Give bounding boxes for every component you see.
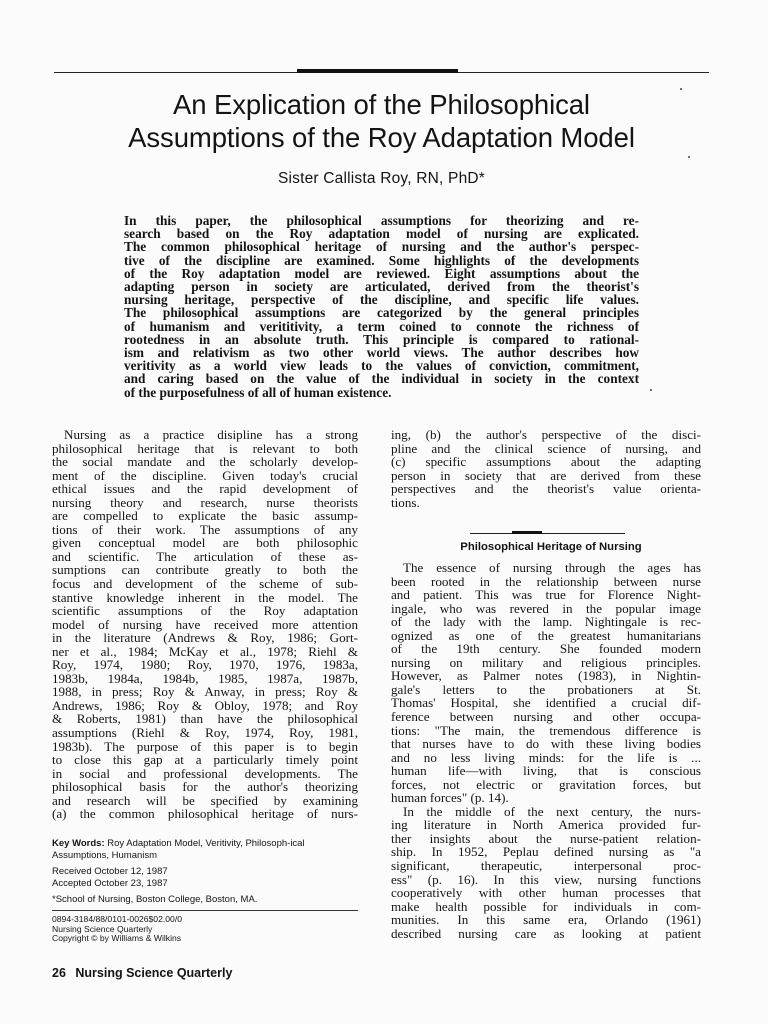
abstract-line: ism and relativism as two other world views. The author describes how: [124, 345, 639, 361]
abstract-line: The common philosophical heritage of nursing and the author's perspec-: [124, 239, 639, 255]
text-line: However, as Palmer notes (1983), in Nightin-: [391, 668, 701, 684]
text-line: of the 19th century. She founded modern: [391, 641, 701, 657]
text-line: Nursing as a practice disipline has a strong: [64, 427, 358, 442]
article-metadata: [52, 838, 358, 911]
affiliation: *School of Nursing, Boston College, Boston, MA.: [52, 894, 258, 905]
text-line: to close this gap at a particularly timely point: [52, 752, 358, 768]
page-footer: [52, 966, 238, 980]
metadata-rule: [52, 910, 358, 911]
text-line: that nurses have to do with these living bodies: [391, 736, 701, 752]
publication-code: 0894-3184/88/0101-0026$02.00/0: [52, 914, 182, 924]
abstract-line: adapting person in society are articulated, derived from the theorist's: [124, 279, 639, 295]
text-line: human life—with living, that is conscious: [391, 763, 701, 779]
section-rule: [470, 533, 625, 534]
text-line: ner et al., 1984; McKay et al., 1978; Riehl &: [52, 643, 358, 659]
text-line: described nursing care as looking at patient: [391, 925, 701, 941]
abstract-line: of the purposefulness of all of human existence.: [124, 384, 392, 400]
text-line: ing, (b) the author's perspective of the disci-: [391, 427, 701, 442]
text-line: the social mandate and the scholarly develop-: [52, 454, 358, 470]
text-line: ther insights about the nurse-patient relation-: [391, 830, 701, 846]
abstract-line: nursing heritage, perspective of the discipline, and specific life values.: [124, 292, 639, 308]
left-column-body: [52, 428, 358, 821]
text-line: and patient. This was true for Florence Night-: [391, 587, 701, 603]
abstract-line: veritivity as a world view leads to the values of conviction, commitment,: [124, 358, 639, 374]
text-line: and scientific. The articulation of these as-: [52, 548, 358, 564]
text-line: been rooted in the relationship between nurse: [391, 573, 701, 589]
text-line: perspectives and the theorist's value orienta-: [391, 481, 701, 497]
text-line: of the lady with the lamp. Nightingale is rec-: [391, 614, 701, 630]
text-line: Andrews, 1986; Roy & Obloy, 1978; and Roy: [52, 697, 358, 713]
dates: [52, 866, 358, 889]
publication-info: [52, 915, 358, 944]
abstract-line: The philosophical assumptions are categorized by the general principles: [124, 305, 639, 321]
abstract-line: tive of the discipline are examined. Some highlights of the developments: [124, 252, 639, 268]
text-line: ethical issues and the rapid development of: [52, 481, 358, 497]
text-line: in the literature (Andrews & Roy, 1986; Gort-: [52, 630, 358, 646]
text-line: sumptions can contribute greatly to both the: [52, 562, 358, 578]
text-line: ment of the discipline. Given today's crucial: [52, 467, 358, 483]
article-title-line-2: Assumptions of the Roy Adaptation Model: [128, 122, 635, 153]
text-line: The essence of nursing through the ages has: [403, 560, 701, 575]
text-line: focus and development of the scheme of sub-: [52, 576, 358, 592]
article-title: [54, 88, 709, 154]
keywords: [52, 838, 358, 861]
text-line: (c) specific assumptions about the adapting: [391, 454, 701, 470]
publication-journal: Nursing Science Quarterly: [52, 923, 153, 934]
text-line: and no less living minds: for the life is ...: [391, 749, 701, 765]
text-line: given conceptual model are both philosophic: [52, 535, 358, 551]
abstract-line: of humanism and verititivity, a term coined to connote the richness of: [124, 318, 639, 334]
text-line: ference between nursing and other occupa-: [391, 709, 701, 725]
text-line: pline and the clinical science of nursing, and: [391, 440, 701, 456]
abstract-line: In this paper, the philosophical assumptions for theorizing and re-: [124, 213, 639, 228]
abstract-line: and caring based on the value of the individual in society in the context: [124, 371, 639, 387]
text-line: ognized as one of the greatest humanitarians: [391, 627, 701, 643]
text-line: person in society that are derived from these: [391, 467, 701, 483]
text-line: model of nursing have received more attention: [52, 616, 358, 632]
abstract-line: search based on the Roy adaptation model of nursing are explicated.: [124, 226, 639, 242]
text-line: philosophical basis for the author's theorizing: [52, 779, 358, 795]
text-line: ess" (p. 16). In this view, nursing functions: [391, 871, 701, 887]
left-column: [52, 428, 358, 821]
keywords-label: Key Words:: [52, 838, 105, 849]
text-line: Thomas' Hospital, she identified a crucial dif-: [391, 695, 701, 711]
text-line: nursing on military and religious principles.: [391, 654, 701, 670]
abstract: [124, 214, 639, 399]
received-date: Received October 12, 1987: [52, 866, 168, 877]
section-body: [391, 561, 701, 940]
footer-journal: Nursing Science Quarterly: [75, 966, 233, 980]
text-line: In the middle of the next century, the nurs-: [403, 803, 701, 819]
accepted-date: Accepted October 23, 1987: [52, 877, 168, 889]
scan-speck: [688, 156, 690, 158]
right-column-continuation: [391, 428, 701, 509]
text-line: Roy, 1974, 1980; Roy, 1970, 1976, 1983a,: [52, 657, 358, 673]
author-byline: Sister Callista Roy, RN, PhD*: [277, 170, 486, 187]
text-line: forces, not electric or gravitation forces, but: [391, 776, 701, 792]
text-line: human forces" (p. 14).: [391, 790, 509, 806]
abstract-line: rootedness in an absolute truth. This principle is compared to rational-: [124, 331, 639, 347]
text-line: tions of their work. The assumptions of any: [52, 521, 358, 537]
text-line: ship. In 1952, Peplau defined nursing as "a: [391, 844, 701, 860]
text-line: cooperatively with other human processes that: [391, 885, 701, 901]
text-line: assumptions (Riehl & Roy, 1974, Roy, 1981,: [52, 725, 358, 741]
text-line: philosophical heritage that is relevant to both: [52, 440, 358, 456]
article-title-line-1: An Explication of the Philosophical: [173, 89, 590, 120]
text-line: scientific assumptions of the Roy adaptation: [52, 603, 358, 619]
page-number: 26: [52, 966, 66, 980]
keywords-text: Roy Adaptation Model, Veritivity, Philosoph-ical Assumptions, Humanism: [52, 838, 305, 861]
text-line: tions.: [391, 494, 420, 510]
section-heading: Philosophical Heritage of Nursing: [460, 541, 642, 553]
section-rule-accent: [512, 531, 542, 534]
text-line: ingale, who was revered in the popular image: [391, 600, 701, 616]
text-line: & Roberts, 1981) than have the philosophical: [52, 711, 358, 727]
text-line: tions: "The main, the tremendous difference is: [391, 722, 701, 738]
text-line: 1983b, 1984a, 1984b, 1985, 1987a, 1987b,: [52, 670, 358, 686]
text-line: ing literature in North America provided fur-: [391, 817, 701, 833]
text-line: significant, therapeutic, interpersonal proc-: [391, 858, 701, 874]
text-line: in social and professional developments. The: [52, 765, 358, 781]
scan-speck: [680, 88, 682, 90]
scan-speck: [650, 389, 652, 391]
text-line: munities. In this same era, Orlando (1961): [391, 912, 701, 928]
right-column-top: [391, 428, 701, 509]
text-line: are compelled to explicate the basic assump-: [52, 508, 358, 524]
text-line: and research will be specified by examining: [52, 792, 358, 808]
text-line: 1988, in press; Roy & Anway, in press; Roy &: [52, 684, 358, 700]
text-line: 1983b). The purpose of this paper is to begin: [52, 738, 358, 754]
right-column-body: [391, 561, 701, 940]
text-line: gale's letters to the probationers at St.: [391, 681, 701, 697]
text-line: (a) the common philosophical heritage of nurs-: [52, 806, 358, 822]
text-line: stantive knowledge inherent in the model. The: [52, 589, 358, 605]
top-rule-accent: [297, 69, 458, 73]
abstract-line: of the Roy adaptation model are reviewed. Eight assumptions about the: [124, 265, 639, 281]
text-line: nursing theory and research, nurse theorists: [52, 494, 358, 510]
publication-copyright: Copyright © by Williams & Wilkins: [52, 933, 182, 944]
text-line: make health possible for individuals in com-: [391, 898, 701, 914]
